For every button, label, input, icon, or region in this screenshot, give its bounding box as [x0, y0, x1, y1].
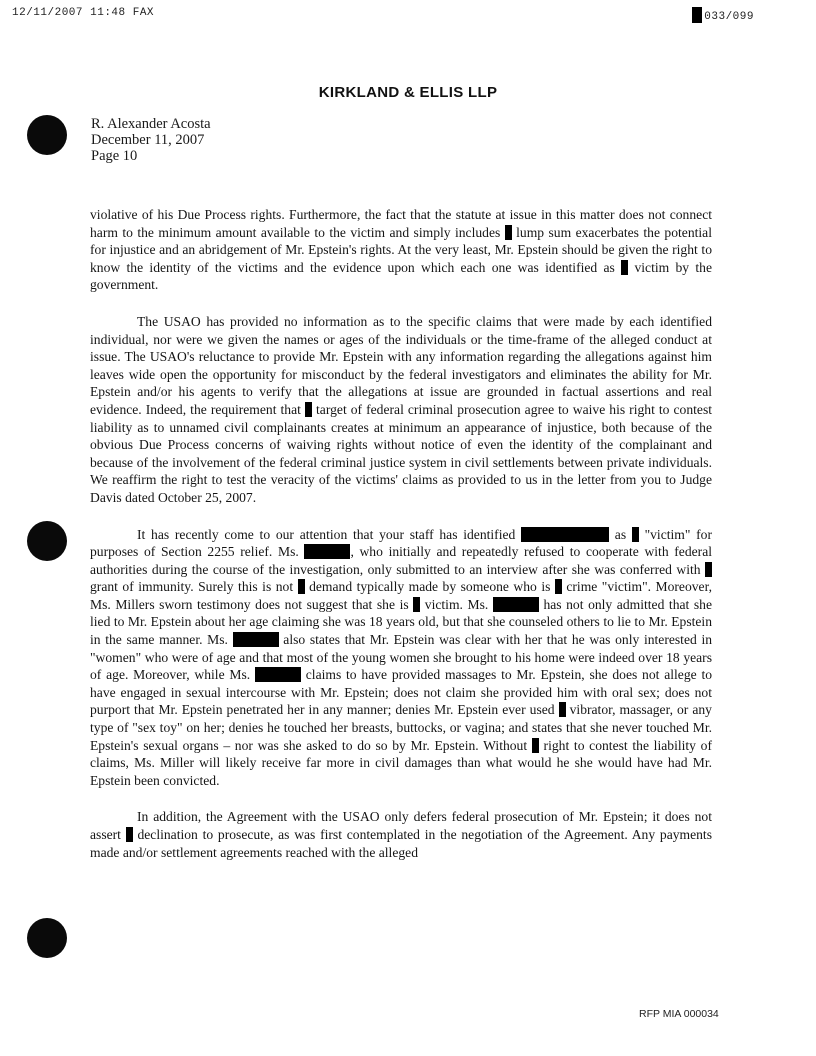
- redaction-box: [298, 579, 305, 594]
- punch-hole: [27, 521, 67, 561]
- redaction-box: [304, 544, 350, 559]
- text: also states that Mr. Epstein was clear with her that he was only interested in "women" who were of age and that most of the young women she brought to his home were indeed over 18 years of age. Moreover, while Ms.: [90, 632, 713, 683]
- redaction-box: [126, 827, 133, 842]
- redaction-box: [559, 702, 566, 717]
- text: victim by the government.: [90, 259, 713, 293]
- redaction-mark: [692, 7, 702, 23]
- letter-date: December 11, 2007: [91, 132, 205, 148]
- redaction-box: [305, 402, 312, 417]
- text: has not only admitted that she lied to Mr. Epstein about her age claiming she was 18 years old, but that she counseled others to lie to Mr. Epstein in the same manner. Ms.: [90, 596, 713, 648]
- punch-hole: [27, 115, 67, 155]
- text: , who initially and repeatedly refused to cooperate with federal authorities during the course of the investigation, only submitted to an interview after she was conferred with: [90, 544, 712, 577]
- paragraph: [90, 206, 712, 294]
- firm-letterhead: KIRKLAND & ELLIS LLP: [318, 84, 498, 101]
- punch-hole: [27, 918, 67, 958]
- redaction-box: [233, 632, 279, 647]
- text: declination to prosecute, as was first contemplated in the negotiation of the Agreement. Any payments made and/or settlement agreements reached with the alleged: [90, 827, 712, 860]
- redaction-box: [555, 579, 562, 594]
- redaction-box: [621, 260, 628, 275]
- text: as: [614, 526, 627, 542]
- text: demand typically made by someone who is: [309, 579, 551, 595]
- redaction-box: [632, 527, 639, 542]
- text: In addition, the Agreement with the USAO only defers federal prosecution of Mr. Epstein; it does not assert: [90, 809, 712, 842]
- text: target of federal criminal prosecution agree to waive his right to contest liability as to unnamed civil complainants creates at minimum an appearance of injustice, both because of the obvious Due Process concerns of waiving rights without notice of even the identity of the complainant and because of the involvement of the federal criminal justice system in civil settlements between private individuals. We reaffirm the right to test the veracity of the victims' claims as provided to us in the letter from you to Judge Davis dated October 25, 2007.: [90, 401, 713, 505]
- redaction-box: [413, 597, 420, 612]
- text: It has recently come to our attention that your staff has identified: [137, 526, 516, 542]
- bates-number: RFP MIA 000034: [639, 1008, 719, 1020]
- paragraph: [90, 313, 712, 507]
- redaction-box: [521, 527, 609, 542]
- letter-body: [90, 206, 712, 880]
- text: The USAO has provided no information as to the specific claims that were made by each identified individual, nor were we given the names or ages of the individuals or the time-frame of the alleged conduct at issue. The USAO's reluctance to provide Mr. Epstein with any information regarding the allegations against him leaves wide open the opportunity for misconduct by the federal investigators and eliminates the ability for Mr. Epstein and/or his agents to verify that the allegations at issue are grounded in factual assertions and real evidence. Indeed, the requirement that: [90, 313, 712, 417]
- text: right to contest the liability of claims, Ms. Miller will likely receive far more in civil damages than what would he she would have had Mr. Epstein been convicted.: [90, 737, 712, 788]
- paragraph: [90, 526, 712, 790]
- redaction-box: [705, 562, 712, 577]
- fax-header-right: [692, 7, 754, 23]
- redaction-box: [505, 225, 512, 240]
- text: vibrator, massager, or any type of "sex toy" on her; denies he touched her breasts, buttocks, or vagina; and states that she never touched Mr. Epstein's sexual organs – nor was she asked to do so by Mr. Epstein. Without: [90, 702, 712, 753]
- text: claims to have provided massages to Mr. Epstein, she does not allege to have engaged in sexual intercourse with Mr. Epstein; does not claim she provided him with oral sex; does not purport that Mr. Epstein penetrated her in any manner; denies Mr. Epstein ever used: [90, 667, 713, 718]
- recipient-name: R. Alexander Acosta: [91, 116, 211, 132]
- redaction-box: [493, 597, 539, 612]
- fax-page-count: 033/099: [704, 11, 754, 23]
- text: violative of his Due Process rights. Furthermore, the fact that the statute at issue in this matter does not connect harm to the minimum amount available to the victim and simply includes: [90, 207, 712, 240]
- text: crime "victim". Moreover, Ms. Millers sworn testimony does not suggest that she is: [90, 579, 712, 612]
- letter-header: [91, 116, 211, 164]
- text: grant of immunity. Surely this is not: [90, 579, 294, 595]
- text: victim. Ms.: [424, 596, 489, 612]
- redaction-box: [255, 667, 301, 682]
- page-number: Page 10: [91, 148, 138, 164]
- redaction-box: [532, 738, 539, 753]
- fax-header-left: 12/11/2007 11:48 FAX: [12, 7, 155, 19]
- text: lump sum exacerbates the potential for injustice and an abridgement of Mr. Epstein's rights. At the very least, Mr. Epstein should be given the right to know the identity of the victims and the evidence upon which each one was identified as: [90, 224, 712, 275]
- paragraph: [90, 808, 712, 861]
- text: "victim" for purposes of Section 2255 relief. Ms.: [90, 526, 712, 560]
